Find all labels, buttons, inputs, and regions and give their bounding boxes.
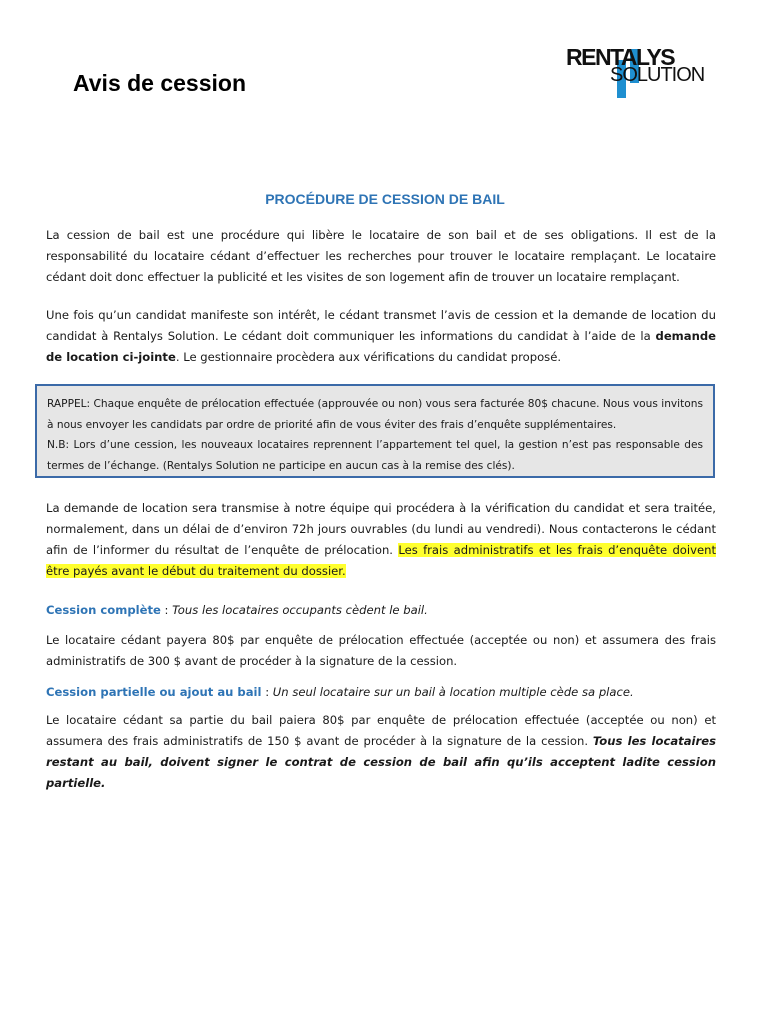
separator: :: [261, 685, 273, 699]
paragraph-text: . Le gestionnaire procèdera aux vérifications du candidat proposé.: [175, 350, 562, 364]
partial-cession-description: Un seul locataire sur un bail à location multiple cède sa place.: [272, 685, 634, 699]
paragraph-text: La demande de location sera transmise à notre équipe qui procédera à la vérification du candidat et sera traitée, normalement, dans un délai de d’environ 72h jours ouvrables (du lundi au vendredi). Nous contacterons le cédant afin de l’informer du résultat de l’enquête de prélocation.: [46, 501, 716, 557]
logo-word-rentalys: RENTALYS: [566, 44, 675, 70]
page-title: Avis de cession: [73, 70, 247, 96]
section-heading: PROCÉDURE DE CESSION DE BAIL: [265, 191, 505, 207]
candidate-paragraph: [46, 305, 716, 368]
full-cession-description: Tous les locataires occupants cèdent le bail.: [172, 603, 428, 617]
logo-word-solution: SOLUTION: [610, 64, 705, 86]
reminder-callout: [35, 384, 715, 478]
paragraph-text: Le locataire cédant sa partie du bail paiera 80$ par enquête de prélocation effectuée (acceptée ou non) et assumera des frais administratifs de 150 $ avant de procéder à la signature de la cession.: [46, 713, 716, 748]
partial-cession-label: Cession partielle ou ajout au bail: [46, 685, 262, 699]
highlighted-notice: Les frais administratifs et les frais d’enquête doivent être payés avant le début du traitement du dossier.: [46, 543, 717, 578]
partial-cession-subheading: [46, 682, 716, 703]
signature-requirement: Tous les locataires restant au bail, doivent signer le contrat de cession de bail afin qu’ils acceptent ladite cession partielle.: [46, 734, 716, 790]
rentalys-logo: [566, 44, 706, 100]
full-cession-label: Cession complète: [46, 603, 161, 617]
intro-paragraph: La cession de bail est une procédure qui libère le locataire de son bail et de ses obligations. Il est de la responsabilité du locataire cédant d’effectuer les recherches pour trouver le locataire remplaçant. Le locataire cédant doit donc effectuer la publicité et les visites de son logement afin de trouver un locataire remplaçant.: [46, 228, 716, 284]
full-cession-subheading: [46, 600, 716, 621]
nb-text: N.B: Lors d’une cession, les nouveaux locataires reprennent l’appartement tel quel, la gestion n’est pas responsable des termes de l’échange. (Rentalys Solution ne participe en aucun cas à la remise des clés).: [47, 439, 703, 472]
full-cession-paragraph: Le locataire cédant payera 80$ par enquête de prélocation effectuée (acceptée ou non) et assumera des frais administratifs de 300 $ avant de procéder à la signature de la cession.: [46, 633, 716, 668]
reminder-text: RAPPEL: Chaque enquête de prélocation effectuée (approuvée ou non) vous sera facturée 80$ chacune. Nous vous invitons à nous envoyer les candidats par ordre de priorité afin de vous éviter des frais d’enquête supplémentaires.: [47, 398, 703, 431]
partial-cession-paragraph: [46, 710, 716, 794]
paragraph-text: Une fois qu’un candidat manifeste son intérêt, le cédant transmet l’avis de cession et la demande de location du candidat à Rentalys Solution. Le cédant doit communiquer les informations du candidat à l’aide de la: [46, 308, 716, 343]
separator: :: [160, 603, 173, 617]
processing-paragraph: [46, 498, 716, 582]
rental-application-link-text: demande de location ci-jointe: [46, 329, 716, 364]
